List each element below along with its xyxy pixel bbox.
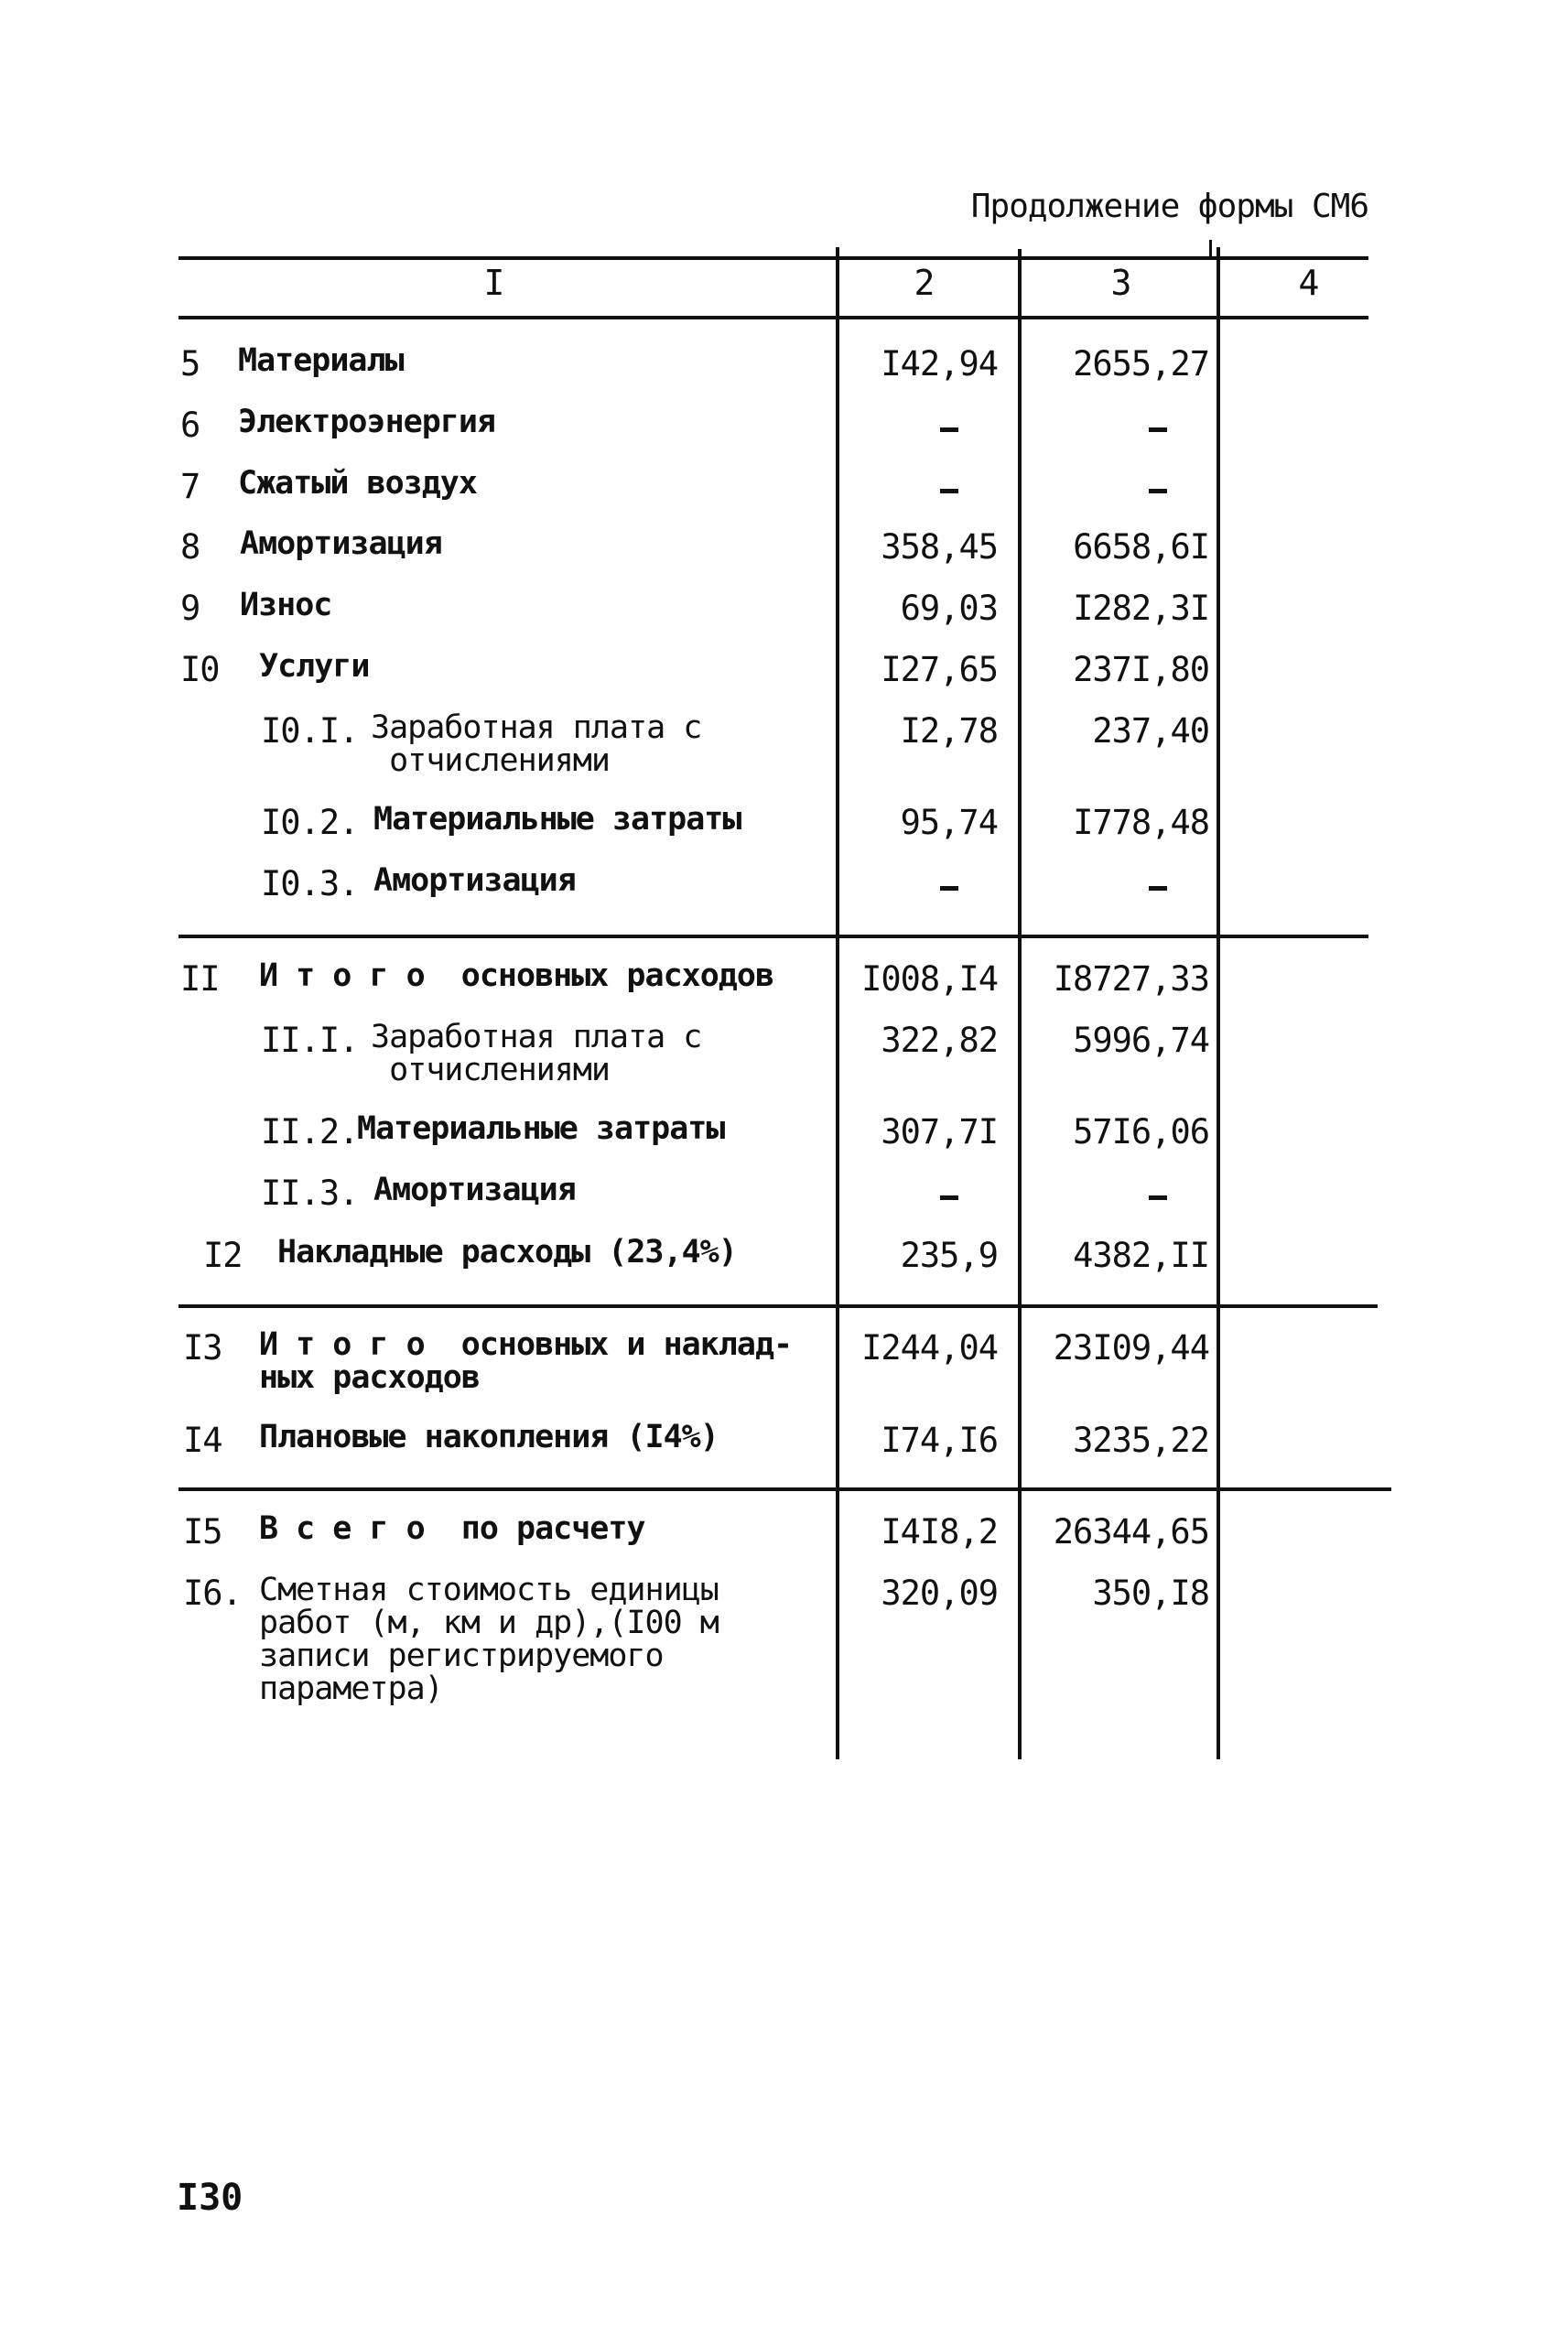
- row-label: Материальные затраты: [357, 1110, 725, 1147]
- column-header-1: I: [483, 263, 505, 303]
- value-col-2: 358,45: [881, 527, 998, 567]
- row-label: Износ: [240, 587, 332, 623]
- row-label: Сжатый воздух: [238, 465, 477, 502]
- row-label: Материалы: [238, 342, 404, 379]
- row-number: 7: [180, 467, 200, 506]
- table-header-rule: [178, 316, 1368, 319]
- section-divider-3: [178, 1487, 1391, 1491]
- row-number: 6: [180, 406, 200, 445]
- row-number: I4: [183, 1421, 222, 1460]
- row-label: Услуги: [259, 648, 370, 685]
- row-number: I2: [203, 1236, 243, 1275]
- value-col-2: 307,7I: [881, 1112, 998, 1152]
- value-col-2: I42,94: [881, 344, 998, 384]
- column-header-3: 3: [1110, 263, 1132, 303]
- column-header-4: 4: [1298, 263, 1320, 303]
- section-divider-1: [178, 935, 1368, 938]
- dash-col-2: [940, 1195, 958, 1200]
- page-number: I30: [177, 2177, 243, 2219]
- row-label: Накладные расходы (23,4%): [277, 1234, 737, 1271]
- value-col-2: 235,9: [900, 1236, 998, 1275]
- row-number: 9: [180, 589, 200, 628]
- row-number: I0.3.: [261, 864, 359, 903]
- row-number: I0.2.: [261, 803, 359, 842]
- column-divider-3-4: [1217, 247, 1220, 1759]
- row-label: Заработная плата с отчислениями: [371, 709, 702, 779]
- value-col-2: 69,03: [900, 589, 998, 628]
- value-col-2: I27,65: [881, 650, 998, 689]
- value-col-3: 2655,27: [1073, 344, 1209, 384]
- value-col-2: I2,78: [900, 711, 998, 751]
- row-number: I3: [183, 1328, 222, 1368]
- value-col-2: I74,I6: [881, 1421, 998, 1460]
- row-label: И т о г о основных и наклад- ных расходов: [259, 1326, 793, 1396]
- dash-col-3: [1149, 886, 1167, 891]
- row-number: II.I.: [261, 1021, 359, 1060]
- row-label: Заработная плата с отчислениями: [371, 1019, 702, 1088]
- column-divider-1-2: [836, 247, 839, 1759]
- row-label: Плановые накопления (I4%): [259, 1419, 719, 1455]
- row-number: II.2.: [261, 1112, 359, 1152]
- value-col-2: 320,09: [881, 1573, 998, 1613]
- row-label: И т о г о основных расходов: [259, 957, 774, 994]
- row-number: II: [180, 959, 220, 999]
- column-header-2: 2: [914, 263, 935, 303]
- dash-col-3: [1149, 1195, 1167, 1200]
- dash-col-3: [1149, 427, 1167, 432]
- value-col-3: 3235,22: [1073, 1421, 1209, 1460]
- row-label: Электроэнергия: [238, 404, 496, 440]
- column-divider-2-3: [1018, 249, 1022, 1759]
- row-label: В с е г о по расчету: [259, 1510, 645, 1547]
- row-number: I5: [183, 1512, 222, 1552]
- value-col-2: 95,74: [900, 803, 998, 842]
- value-col-3: 6658,6I: [1073, 527, 1209, 567]
- dash-col-2: [940, 427, 958, 432]
- dash-col-3: [1149, 489, 1167, 493]
- value-col-3: 237I,80: [1073, 650, 1209, 689]
- row-label: Сметная стоимость единицы работ (м, км и др),(I00 м записи регистрируемого параметра): [259, 1572, 719, 1707]
- row-number: 5: [180, 344, 200, 384]
- form-continuation-caption: Продолжение формы СМ6: [970, 188, 1368, 225]
- row-number: I6.: [183, 1573, 242, 1613]
- caption-tick-mark: [1209, 240, 1212, 258]
- value-col-3: 57I6,06: [1073, 1112, 1209, 1152]
- value-col-2: 322,82: [881, 1021, 998, 1060]
- value-col-2: I244,04: [861, 1328, 998, 1368]
- value-col-2: I008,I4: [861, 959, 998, 999]
- row-label: Амортизация: [240, 525, 442, 562]
- value-col-3: I282,3I: [1073, 589, 1209, 628]
- value-col-3: 4382,II: [1073, 1236, 1209, 1275]
- value-col-3: 26344,65: [1053, 1512, 1209, 1552]
- dash-col-2: [940, 886, 958, 891]
- dash-col-2: [940, 489, 958, 493]
- value-col-3: 237,40: [1092, 711, 1209, 751]
- value-col-3: 5996,74: [1073, 1021, 1209, 1060]
- value-col-3: 350,I8: [1092, 1573, 1209, 1613]
- section-divider-2: [178, 1304, 1378, 1308]
- row-number: II.3.: [261, 1173, 359, 1213]
- row-label: Амортизация: [373, 862, 576, 899]
- row-number: I0.I.: [261, 711, 359, 751]
- row-label: Материальные затраты: [373, 801, 741, 838]
- value-col-2: I4I8,2: [881, 1512, 998, 1552]
- row-number: I0: [180, 650, 220, 689]
- table-top-rule: [178, 256, 1368, 260]
- value-col-3: I778,48: [1073, 803, 1209, 842]
- row-label: Амортизация: [373, 1172, 576, 1208]
- row-number: 8: [180, 527, 200, 567]
- value-col-3: I8727,33: [1053, 959, 1209, 999]
- value-col-3: 23I09,44: [1053, 1328, 1209, 1368]
